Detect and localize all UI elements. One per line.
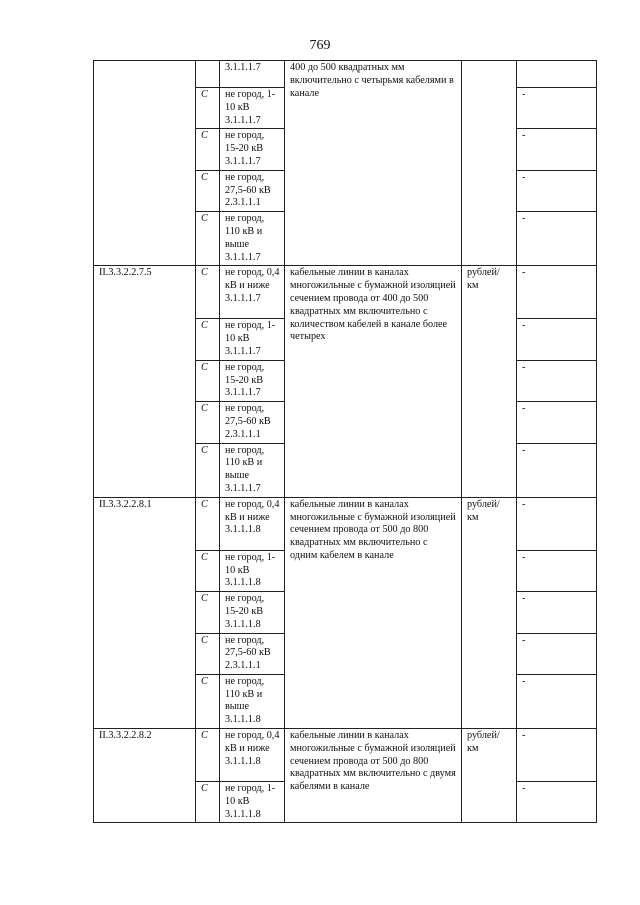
value-cell [517, 61, 597, 88]
designation-cell: 3.1.1.1.7 [220, 61, 285, 88]
description-cell: кабельные линии в каналах многожильные с бумажной изоляцией сечением провода от 500 до 800 квадратных мм включительно с одним кабелем в канале [285, 497, 462, 728]
letter-cell: С [196, 782, 220, 823]
value-cell: - [517, 129, 597, 170]
letter-cell: С [196, 129, 220, 170]
value-cell: - [517, 88, 597, 129]
table-row [94, 729, 597, 782]
designation-cell: не город, 110 кВ и выше 3.1.1.1.7 [220, 443, 285, 497]
value-cell: - [517, 497, 597, 550]
designation-cell: не город, 15-20 кВ 3.1.1.1.7 [220, 360, 285, 401]
letter-cell: С [196, 550, 220, 591]
designation-cell: не город, 27,5-60 кВ 2.3.1.1.1 [220, 170, 285, 211]
designation-cell: не город, 110 кВ и выше 3.1.1.1.8 [220, 674, 285, 728]
value-cell: - [517, 170, 597, 211]
letter-cell: С [196, 170, 220, 211]
letter-cell: С [196, 592, 220, 633]
value-cell: - [517, 674, 597, 728]
value-cell: - [517, 360, 597, 401]
letter-cell: С [196, 402, 220, 443]
designation-cell: не город, 27,5-60 кВ 2.3.1.1.1 [220, 633, 285, 674]
letter-cell: С [196, 674, 220, 728]
letter-cell: С [196, 319, 220, 360]
code-cell: II.3.3.2.2.7.5 [94, 266, 196, 497]
value-cell: - [517, 782, 597, 823]
table-row [94, 61, 597, 88]
designation-cell: не город, 110 кВ и выше 3.1.1.1.7 [220, 212, 285, 266]
letter-cell: С [196, 443, 220, 497]
designation-cell: не город, 0,4 кВ и ниже 3.1.1.1.8 [220, 497, 285, 550]
unit-cell: рублей/ км [462, 729, 517, 823]
code-cell: II.3.3.2.2.8.2 [94, 729, 196, 823]
unit-cell: рублей/ км [462, 497, 517, 728]
value-cell: - [517, 633, 597, 674]
value-cell: - [517, 729, 597, 782]
description-cell: кабельные линии в каналах многожильные с бумажной изоляцией сечением провода от 400 до 500 квадратных мм включительно с количеством кабелей в канале более четырех [285, 266, 462, 497]
value-cell: - [517, 443, 597, 497]
unit-cell: рублей/ км [462, 266, 517, 497]
letter-cell [196, 61, 220, 88]
letter-cell: С [196, 729, 220, 782]
value-cell: - [517, 212, 597, 266]
description-cell: 400 до 500 квадратных мм включительно с четырьмя кабелями в канале [285, 61, 462, 266]
table-row [94, 266, 597, 319]
value-cell: - [517, 592, 597, 633]
designation-cell: не город, 15-20 кВ 3.1.1.1.8 [220, 592, 285, 633]
unit-cell [462, 61, 517, 266]
value-cell: - [517, 266, 597, 319]
designation-cell: не город, 1-10 кВ 3.1.1.1.7 [220, 319, 285, 360]
letter-cell: С [196, 266, 220, 319]
designation-cell: не город, 0,4 кВ и ниже 3.1.1.1.7 [220, 266, 285, 319]
code-cell: II.3.3.2.2.8.1 [94, 497, 196, 728]
page-number: 769 [309, 38, 331, 53]
designation-cell: не город, 15-20 кВ 3.1.1.1.7 [220, 129, 285, 170]
table-row [94, 497, 597, 550]
value-cell: - [517, 402, 597, 443]
designation-cell: не город, 0,4 кВ и ниже 3.1.1.1.8 [220, 729, 285, 782]
letter-cell: С [196, 360, 220, 401]
letter-cell: С [196, 88, 220, 129]
value-cell: - [517, 550, 597, 591]
designation-cell: не город, 1-10 кВ 3.1.1.1.8 [220, 550, 285, 591]
value-cell: - [517, 319, 597, 360]
letter-cell: С [196, 633, 220, 674]
designation-cell: не город, 1-10 кВ 3.1.1.1.8 [220, 782, 285, 823]
letter-cell: С [196, 212, 220, 266]
letter-cell: С [196, 497, 220, 550]
description-cell: кабельные линии в каналах многожильные с бумажной изоляцией сечением провода от 500 до 800 квадратных мм включительно с двумя кабелями в канале [285, 729, 462, 823]
rates-table [93, 60, 597, 823]
designation-cell: не город, 27,5-60 кВ 2.3.1.1.1 [220, 402, 285, 443]
code-cell [94, 61, 196, 266]
designation-cell: не город, 1-10 кВ 3.1.1.1.7 [220, 88, 285, 129]
